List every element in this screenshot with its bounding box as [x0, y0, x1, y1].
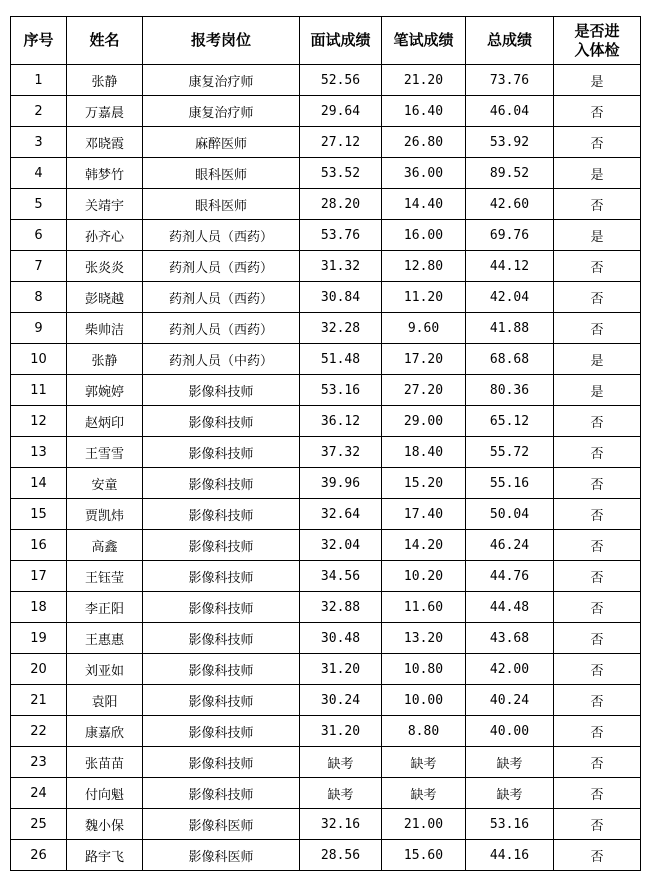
cell-no: 5: [11, 189, 67, 220]
cell-name: 魏小保: [67, 809, 143, 840]
cell-written: 10.80: [382, 654, 466, 685]
cell-written: 13.20: [382, 623, 466, 654]
header-interview: 面试成绩: [300, 17, 382, 65]
cell-written: 10.20: [382, 561, 466, 592]
cell-written: 21.00: [382, 809, 466, 840]
cell-written: 17.40: [382, 499, 466, 530]
cell-total: 55.16: [466, 468, 554, 499]
cell-interview: 36.12: [300, 406, 382, 437]
cell-written: 16.00: [382, 220, 466, 251]
cell-no: 7: [11, 251, 67, 282]
cell-position: 药剂人员（西药）: [143, 220, 300, 251]
cell-no: 22: [11, 716, 67, 747]
cell-total: 53.16: [466, 809, 554, 840]
cell-position: 药剂人员（西药）: [143, 282, 300, 313]
cell-name: 关靖宇: [67, 189, 143, 220]
table-row: [11, 406, 641, 437]
cell-physical-exam: 否: [554, 437, 641, 468]
cell-written: 26.80: [382, 127, 466, 158]
table-body: [11, 65, 641, 871]
cell-interview: 53.76: [300, 220, 382, 251]
cell-total: 65.12: [466, 406, 554, 437]
cell-position: 影像科技师: [143, 592, 300, 623]
cell-physical-exam: 否: [554, 96, 641, 127]
cell-interview: 32.16: [300, 809, 382, 840]
cell-physical-exam: 否: [554, 716, 641, 747]
cell-interview: 32.04: [300, 530, 382, 561]
results-table: [10, 16, 641, 871]
cell-interview: 29.64: [300, 96, 382, 127]
cell-total: 55.72: [466, 437, 554, 468]
cell-position: 影像科医师: [143, 809, 300, 840]
cell-no: 25: [11, 809, 67, 840]
cell-name: 赵炳印: [67, 406, 143, 437]
cell-written: 8.80: [382, 716, 466, 747]
cell-total: 73.76: [466, 65, 554, 96]
cell-position: 影像科技师: [143, 375, 300, 406]
cell-no: 3: [11, 127, 67, 158]
cell-no: 6: [11, 220, 67, 251]
cell-position: 影像科技师: [143, 685, 300, 716]
cell-no: 12: [11, 406, 67, 437]
cell-interview: 32.88: [300, 592, 382, 623]
table-row: [11, 685, 641, 716]
cell-name: 彭晓越: [67, 282, 143, 313]
cell-physical-exam: 否: [554, 747, 641, 778]
cell-name: 郭婉婷: [67, 375, 143, 406]
cell-name: 张静: [67, 344, 143, 375]
cell-written: 11.20: [382, 282, 466, 313]
table-row: [11, 654, 641, 685]
cell-total: 43.68: [466, 623, 554, 654]
cell-name: 王惠惠: [67, 623, 143, 654]
cell-name: 韩梦竹: [67, 158, 143, 189]
table-row: [11, 499, 641, 530]
cell-no: 2: [11, 96, 67, 127]
cell-interview: 39.96: [300, 468, 382, 499]
cell-no: 13: [11, 437, 67, 468]
cell-name: 张炎炎: [67, 251, 143, 282]
cell-total: 46.04: [466, 96, 554, 127]
table-row: [11, 282, 641, 313]
cell-physical-exam: 否: [554, 468, 641, 499]
cell-interview: 37.32: [300, 437, 382, 468]
cell-total: 缺考: [466, 747, 554, 778]
cell-interview: 34.56: [300, 561, 382, 592]
cell-position: 影像科医师: [143, 840, 300, 871]
table-row: [11, 127, 641, 158]
table-row: [11, 189, 641, 220]
cell-written: 17.20: [382, 344, 466, 375]
cell-interview: 31.20: [300, 716, 382, 747]
cell-name: 李正阳: [67, 592, 143, 623]
cell-written: 15.60: [382, 840, 466, 871]
cell-no: 18: [11, 592, 67, 623]
table-row: [11, 251, 641, 282]
cell-no: 1: [11, 65, 67, 96]
cell-no: 21: [11, 685, 67, 716]
cell-position: 影像科技师: [143, 530, 300, 561]
table-header: [11, 17, 641, 65]
cell-written: 缺考: [382, 778, 466, 809]
cell-name: 高鑫: [67, 530, 143, 561]
cell-interview: 28.20: [300, 189, 382, 220]
cell-interview: 52.56: [300, 65, 382, 96]
table-row: [11, 716, 641, 747]
header-physical-exam: 是否进 入体检: [554, 17, 641, 65]
header-total: 总成绩: [466, 17, 554, 65]
cell-total: 80.36: [466, 375, 554, 406]
cell-physical-exam: 否: [554, 530, 641, 561]
cell-written: 36.00: [382, 158, 466, 189]
cell-position: 眼科医师: [143, 158, 300, 189]
cell-physical-exam: 否: [554, 313, 641, 344]
cell-written: 29.00: [382, 406, 466, 437]
cell-position: 康复治疗师: [143, 65, 300, 96]
cell-interview: 缺考: [300, 747, 382, 778]
cell-written: 15.20: [382, 468, 466, 499]
cell-name: 万嘉晨: [67, 96, 143, 127]
cell-interview: 32.28: [300, 313, 382, 344]
cell-physical-exam: 是: [554, 344, 641, 375]
cell-interview: 30.24: [300, 685, 382, 716]
table-row: [11, 778, 641, 809]
cell-no: 23: [11, 747, 67, 778]
cell-no: 26: [11, 840, 67, 871]
cell-position: 影像科技师: [143, 778, 300, 809]
cell-interview: 51.48: [300, 344, 382, 375]
cell-total: 40.00: [466, 716, 554, 747]
cell-name: 王雪雪: [67, 437, 143, 468]
cell-physical-exam: 否: [554, 840, 641, 871]
cell-interview: 30.84: [300, 282, 382, 313]
header-no: 序号: [11, 17, 67, 65]
cell-no: 8: [11, 282, 67, 313]
table-row: [11, 313, 641, 344]
cell-total: 68.68: [466, 344, 554, 375]
cell-total: 44.76: [466, 561, 554, 592]
cell-name: 安童: [67, 468, 143, 499]
cell-physical-exam: 是: [554, 375, 641, 406]
cell-no: 11: [11, 375, 67, 406]
cell-written: 21.20: [382, 65, 466, 96]
cell-written: 16.40: [382, 96, 466, 127]
cell-name: 邓晓霞: [67, 127, 143, 158]
cell-total: 50.04: [466, 499, 554, 530]
cell-name: 张苗苗: [67, 747, 143, 778]
cell-physical-exam: 否: [554, 778, 641, 809]
cell-physical-exam: 否: [554, 654, 641, 685]
cell-physical-exam: 是: [554, 220, 641, 251]
cell-name: 贾凯炜: [67, 499, 143, 530]
cell-physical-exam: 是: [554, 158, 641, 189]
cell-written: 9.60: [382, 313, 466, 344]
cell-position: 影像科技师: [143, 468, 300, 499]
cell-written: 27.20: [382, 375, 466, 406]
cell-name: 柴帅洁: [67, 313, 143, 344]
cell-no: 20: [11, 654, 67, 685]
table-row: [11, 65, 641, 96]
header-name: 姓名: [67, 17, 143, 65]
cell-total: 46.24: [466, 530, 554, 561]
cell-no: 16: [11, 530, 67, 561]
cell-physical-exam: 否: [554, 251, 641, 282]
cell-name: 张静: [67, 65, 143, 96]
table-row: [11, 375, 641, 406]
cell-name: 康嘉欣: [67, 716, 143, 747]
cell-name: 孙齐心: [67, 220, 143, 251]
cell-interview: 28.56: [300, 840, 382, 871]
cell-written: 10.00: [382, 685, 466, 716]
cell-no: 19: [11, 623, 67, 654]
cell-total: 53.92: [466, 127, 554, 158]
table-row: [11, 747, 641, 778]
cell-interview: 53.16: [300, 375, 382, 406]
cell-no: 4: [11, 158, 67, 189]
cell-physical-exam: 否: [554, 499, 641, 530]
cell-interview: 缺考: [300, 778, 382, 809]
cell-position: 影像科技师: [143, 499, 300, 530]
cell-total: 40.24: [466, 685, 554, 716]
table-row: [11, 592, 641, 623]
header-written: 笔试成绩: [382, 17, 466, 65]
cell-total: 44.12: [466, 251, 554, 282]
table-row: [11, 840, 641, 871]
cell-position: 影像科技师: [143, 654, 300, 685]
cell-interview: 31.20: [300, 654, 382, 685]
table-row: [11, 561, 641, 592]
cell-total: 89.52: [466, 158, 554, 189]
cell-name: 刘亚如: [67, 654, 143, 685]
cell-total: 44.16: [466, 840, 554, 871]
cell-physical-exam: 否: [554, 127, 641, 158]
cell-position: 影像科技师: [143, 716, 300, 747]
cell-position: 麻醉医师: [143, 127, 300, 158]
cell-position: 影像科技师: [143, 623, 300, 654]
cell-written: 11.60: [382, 592, 466, 623]
table-row: [11, 96, 641, 127]
cell-position: 影像科技师: [143, 437, 300, 468]
cell-position: 影像科技师: [143, 406, 300, 437]
cell-name: 路宇飞: [67, 840, 143, 871]
table-row: [11, 220, 641, 251]
cell-written: 14.20: [382, 530, 466, 561]
cell-position: 影像科技师: [143, 561, 300, 592]
cell-no: 15: [11, 499, 67, 530]
cell-position: 影像科技师: [143, 747, 300, 778]
header-row: [11, 17, 641, 65]
cell-physical-exam: 否: [554, 406, 641, 437]
cell-total: 42.60: [466, 189, 554, 220]
cell-written: 12.80: [382, 251, 466, 282]
table-row: [11, 468, 641, 499]
header-position: 报考岗位: [143, 17, 300, 65]
cell-interview: 32.64: [300, 499, 382, 530]
cell-physical-exam: 否: [554, 685, 641, 716]
cell-position: 康复治疗师: [143, 96, 300, 127]
cell-written: 缺考: [382, 747, 466, 778]
cell-name: 王钰莹: [67, 561, 143, 592]
cell-interview: 30.48: [300, 623, 382, 654]
cell-name: 付向魁: [67, 778, 143, 809]
cell-position: 药剂人员（西药）: [143, 251, 300, 282]
cell-no: 17: [11, 561, 67, 592]
cell-position: 药剂人员（中药）: [143, 344, 300, 375]
cell-position: 药剂人员（西药）: [143, 313, 300, 344]
cell-no: 10: [11, 344, 67, 375]
cell-total: 42.00: [466, 654, 554, 685]
cell-name: 袁阳: [67, 685, 143, 716]
cell-physical-exam: 否: [554, 809, 641, 840]
cell-physical-exam: 否: [554, 623, 641, 654]
cell-interview: 27.12: [300, 127, 382, 158]
cell-physical-exam: 否: [554, 189, 641, 220]
table-row: [11, 623, 641, 654]
cell-physical-exam: 是: [554, 65, 641, 96]
cell-physical-exam: 否: [554, 282, 641, 313]
cell-position: 眼科医师: [143, 189, 300, 220]
table-row: [11, 437, 641, 468]
cell-physical-exam: 否: [554, 561, 641, 592]
table-row: [11, 344, 641, 375]
table-row: [11, 530, 641, 561]
cell-written: 18.40: [382, 437, 466, 468]
cell-total: 42.04: [466, 282, 554, 313]
cell-total: 69.76: [466, 220, 554, 251]
cell-total: 缺考: [466, 778, 554, 809]
cell-total: 44.48: [466, 592, 554, 623]
cell-physical-exam: 否: [554, 592, 641, 623]
table-row: [11, 809, 641, 840]
table-row: [11, 158, 641, 189]
cell-written: 14.40: [382, 189, 466, 220]
cell-total: 41.88: [466, 313, 554, 344]
cell-no: 14: [11, 468, 67, 499]
cell-interview: 31.32: [300, 251, 382, 282]
cell-no: 9: [11, 313, 67, 344]
cell-no: 24: [11, 778, 67, 809]
cell-interview: 53.52: [300, 158, 382, 189]
